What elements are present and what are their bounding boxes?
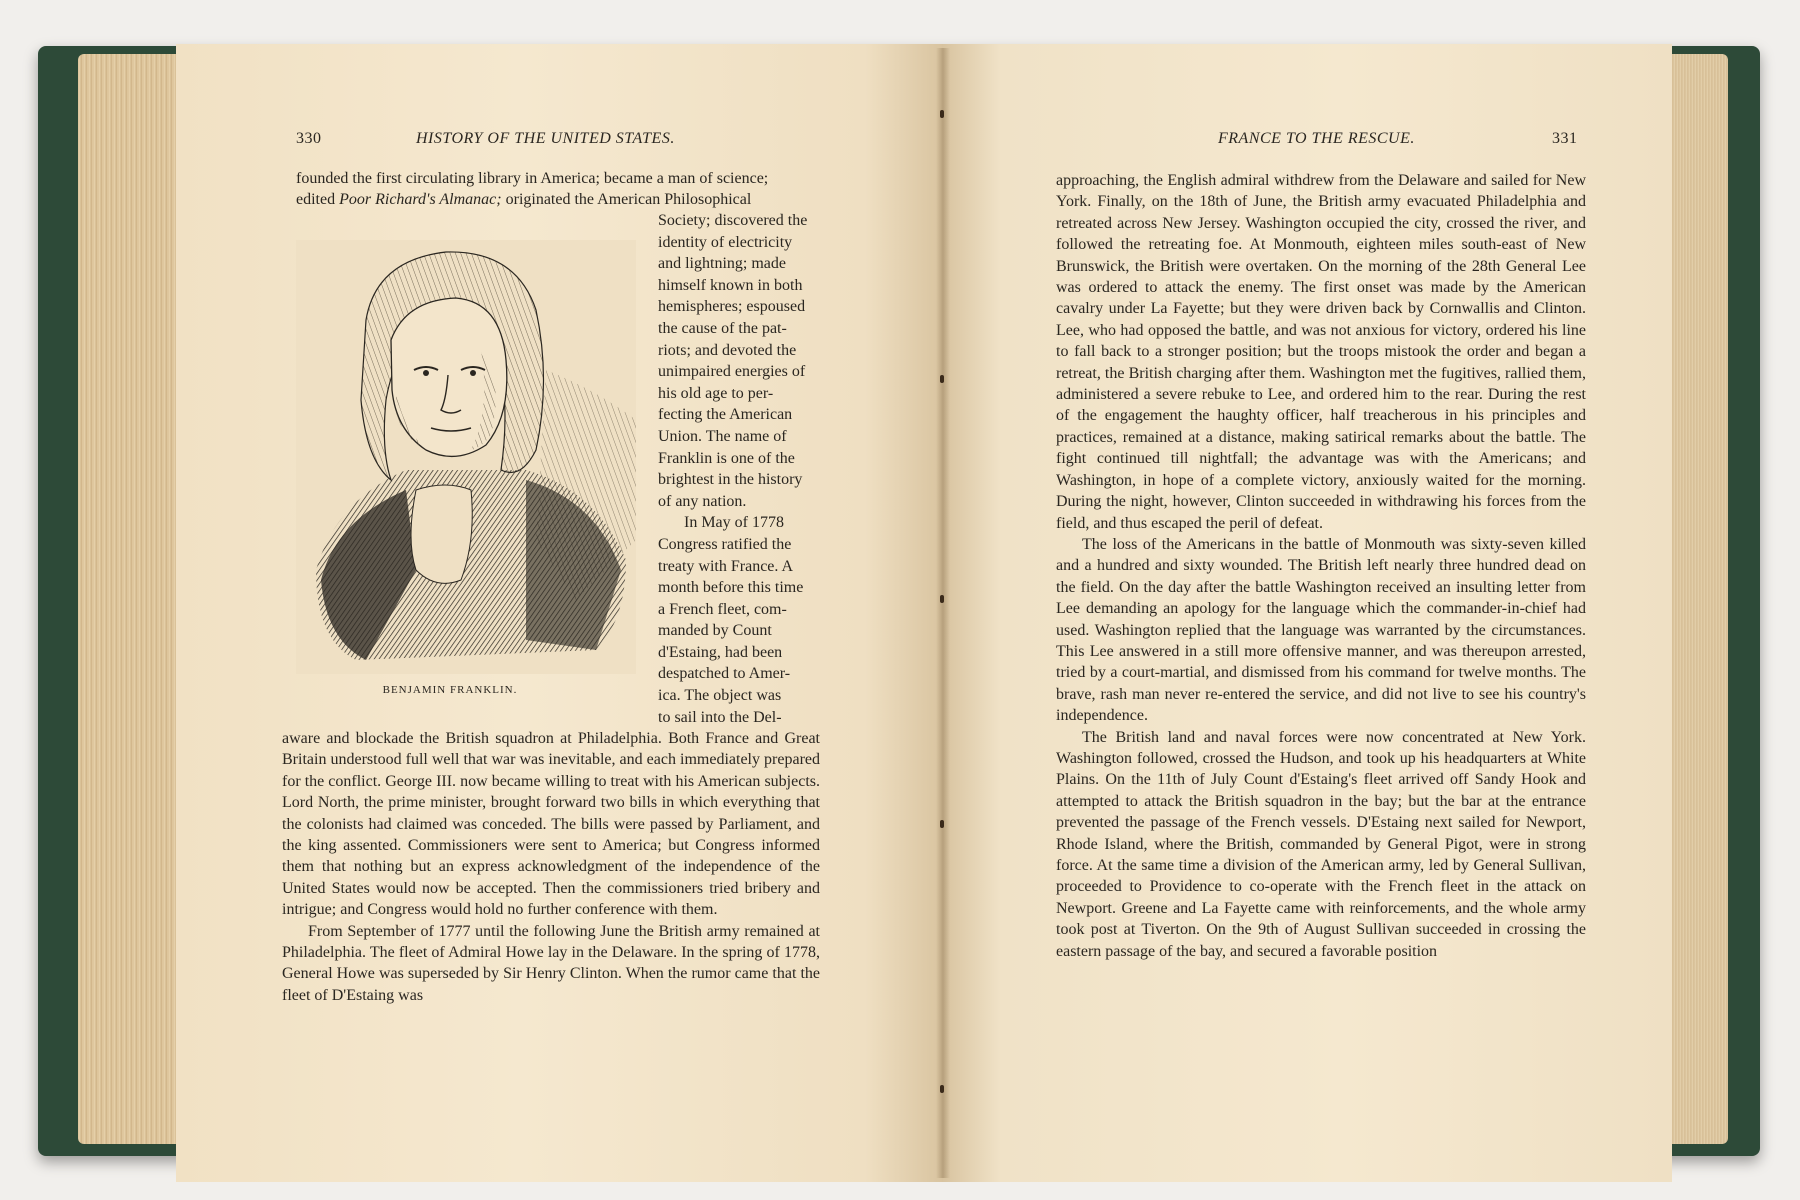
binding-stitch [940, 595, 944, 603]
paragraph: approaching, the English admiral withdrew from the Delaware and sailed for New York. Finally, on the 18th of June, the British army evacuated Philadelphia and retreated across New Jersey. Washington occupied the city, crossed the river, and followed the retreating foe. At Monmouth, eighteen miles south-east of New Brunswick, the British were overtaken. On the morning of the 28th General Lee was ordered to attack the enemy. The first onset was made by the American cavalry under La Fayette; but they were driven back by Cornwallis and Clinton. Lee, who had opposed the battle, and was not anxious for victory, ordered his line to fall back to a stronger position; but the troops mistook the order and began a retreat, the British charging after them. Washington met the fugitives, rallied them, administered a severe rebuke to Lee, and ordered him to the rear. During the rest of the engagement the haughty officer, half treacherous in his principles and practices, remained at a distance, making satirical remarks about the battle. The fight continued till nightfall; the advantage was with the Americans; and Washington, in hope of a complete victory, anxiously waited for the morning. During the night, however, Clinton succeeded in withdrawing his forces from the field, and thus escaped the peril of defeat. [1056, 172, 1586, 532]
narrow-line: a French fleet, com- [658, 600, 787, 618]
narrow-line: of any nation. [658, 492, 747, 510]
left-intro-line-2: edited Poor Richard's Almanac; originated the American Philosophical [296, 191, 752, 208]
left-page-edges [78, 54, 188, 1144]
narrow-line: Franklin is one of the [658, 449, 795, 467]
narrow-line: himself known in both [658, 276, 803, 294]
narrow-line: and lightning; made [658, 255, 786, 273]
gutter [936, 48, 950, 1178]
narrow-line: his old age to per- [658, 384, 774, 402]
narrow-line: brightest in the history [658, 471, 803, 489]
binding-stitch [940, 820, 944, 828]
narrow-line: identity of electricity [658, 233, 793, 251]
narrow-line: Union. The name of [658, 427, 787, 445]
left-narrow-column [658, 210, 824, 728]
paragraph: The British land and naval forces were now concentrated at New York. Washington followed, crossed the Hudson, and took up his headquarters at White Plains. On the 11th of July Count d'Estaing's fleet arrived off Sandy Hook and attempted to attack the British squadron in the bay; but the bar at the entrance prevented the passage of the French vessels. D'Estaing next sailed for Newport, Rhode Island, where the British, commanded by General Pigot, were in strong force. At the same time a division of the American army, led by General Sullivan, proceeded to Providence to co-operate with the French fleet in the attack on Newport. Greene and La Fayette came with reinforcements, and the whole army took post at Tiverton. On the 9th of August Sullivan succeeded in crossing the eastern passage of the bay, and secured a favorable position [1056, 728, 1586, 960]
narrow-line: the cause of the pat- [658, 319, 787, 337]
narrow-line: manded by Count [658, 622, 772, 640]
narrow-line: Congress ratified the [658, 535, 792, 553]
binding-stitch [940, 110, 944, 118]
narrow-line: unimpaired energies of [658, 363, 806, 381]
right-page-number: 331 [1552, 130, 1578, 147]
paragraph: From September of 1777 until the following June the British army remained at Philadelphia. The fleet of Admiral Howe lay in the Delaware. In the spring of 1778, General Howe was superseded by Sir Henry Clinton. When the rumor came that the fleet of D'Estaing was [282, 922, 820, 1004]
left-body-continued [282, 728, 820, 1006]
narrow-line: fecting the American [658, 406, 793, 424]
narrow-line: to sail into the Del- [658, 708, 782, 726]
left-running-title: HISTORY OF THE UNITED STATES. [416, 130, 675, 147]
left-page-number: 330 [296, 130, 322, 147]
narrow-line: hemispheres; espoused [658, 298, 806, 316]
narrow-line: treaty with France. A [658, 557, 794, 575]
engraving-illustration [296, 240, 636, 674]
right-body [1056, 170, 1586, 962]
narrow-line: Society; discovered the [658, 212, 808, 229]
narrow-line: month before this time [658, 579, 804, 597]
narrow-line: d'Estaing, had been [658, 643, 783, 661]
binding-stitch [940, 1085, 944, 1093]
right-running-title: FRANCE TO THE RESCUE. [1218, 130, 1415, 147]
binding-stitch [940, 375, 944, 383]
narrow-line: In May of 1778 [684, 514, 784, 532]
right-page-edges [1670, 54, 1728, 1144]
left-intro-line-1: founded the first circulating library in America; became a man of science; [296, 170, 769, 187]
narrow-line: riots; and devoted the [658, 341, 797, 359]
paragraph: The loss of the Americans in the battle of Monmouth was sixty-seven killed and a hundred and sixty wounded. The British left nearly three hundred dead on the field. On the day after the battle Washington received an insulting letter from Lee demanding an apology for the language which the commander-in-chief had used. Washington replied that the language was warranted by the circumstances. This Lee answered in a still more offensive manner, and was thereupon arrested, tried by a court-martial, and dismissed from his command for twelve months. The brave, rash man never re-entered the service, and did not live to see his country's independence. [1056, 535, 1586, 725]
narrow-line: ica. The object was [658, 687, 782, 705]
narrow-line: despatched to Amer- [658, 665, 791, 683]
portrait-caption: BENJAMIN FRANKLIN. [382, 684, 518, 696]
benjamin-franklin-portrait [296, 240, 636, 674]
paragraph: aware and blockade the British squadron at Philadelphia. Both France and Great Britain understood full well that war was inevitable, and each immediately prepared for the conflict. George III. now became willing to treat with his American subjects. Lord North, the prime minister, brought forward two bills in which everything that the colonists had claimed was conceded. The bills were passed by Parliament, and the king assented. Commissioners were sent to America; but Congress informed them that nothing but an express acknowledgment of the independence of the United States would now be accepted. Then the commissioners tried bribery and intrigue; and Congress would hold no further conference with them. [282, 730, 820, 919]
